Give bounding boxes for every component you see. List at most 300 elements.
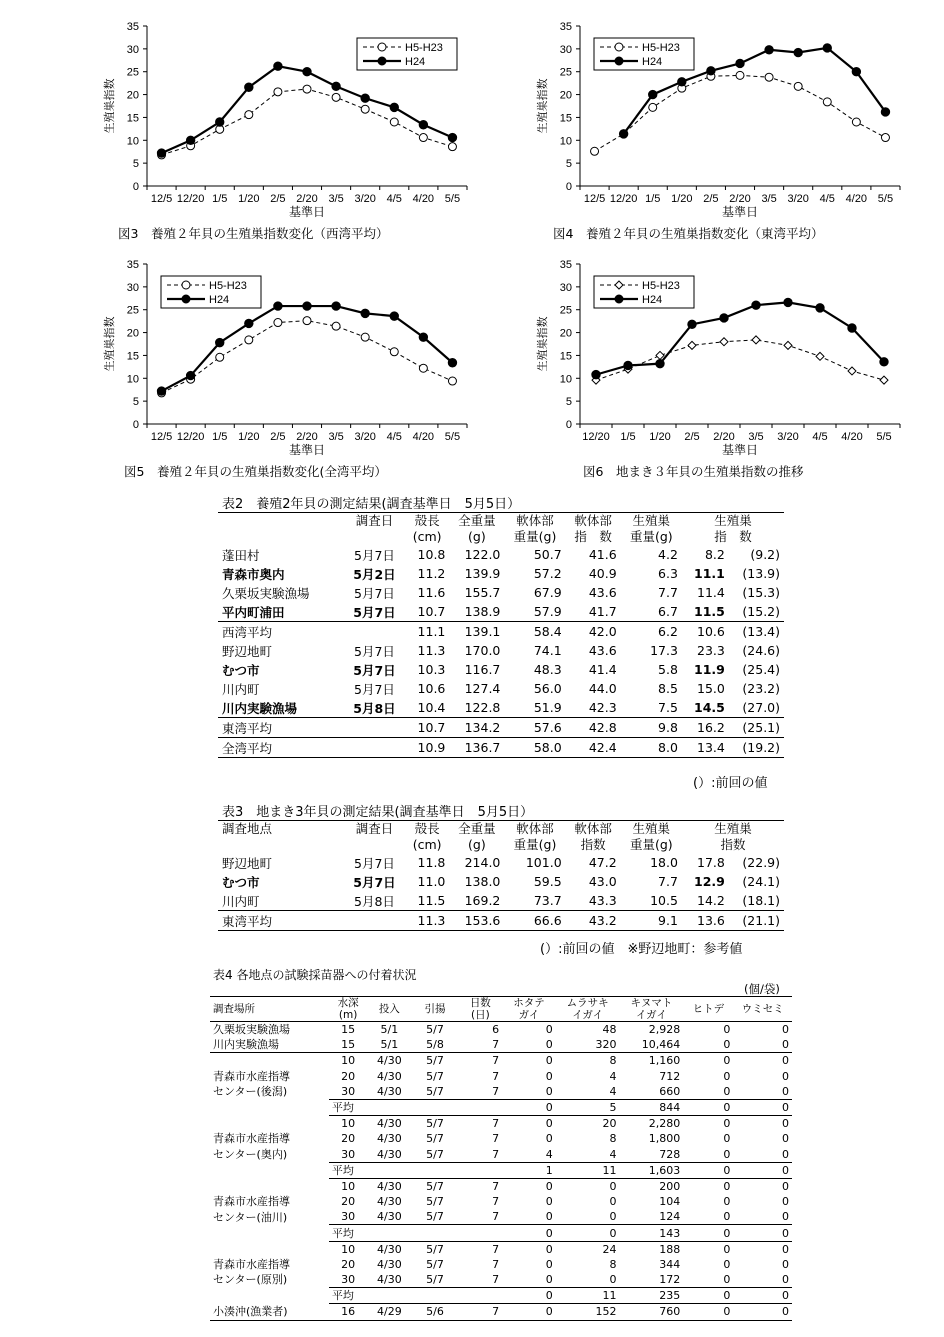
x-tick-label: 4/5 — [386, 193, 402, 205]
table3-cell-soft-weight: 101.0 — [525, 855, 562, 870]
table3-header-soft-unit: 重量(g) — [513, 837, 557, 852]
table4-row — [210, 1069, 792, 1084]
table2-cell-soft-index: 40.9 — [588, 566, 617, 581]
table4-cell-days: 7 — [459, 1304, 503, 1320]
legend-marker — [615, 57, 623, 65]
data-point — [419, 364, 427, 372]
table4-cell-umisemi: 0 — [782, 1273, 789, 1287]
table2-cell-gonad-index: 11.9 — [694, 662, 725, 677]
table2-cell-soft-index: 41.4 — [588, 662, 617, 677]
table2-cell-previous-value: (15.2) — [742, 604, 780, 619]
table2-row — [218, 641, 784, 660]
table4-cell-kinuta: 1,603 — [620, 1162, 684, 1178]
data-point — [332, 302, 340, 310]
table4-cell-hitode: 0 — [683, 1162, 733, 1178]
y-tick-label: 10 — [126, 135, 139, 148]
table2-cell-gonad-weight: 7.5 — [658, 700, 678, 715]
data-point — [448, 359, 456, 367]
table4-cell-murasaki: 8 — [609, 1054, 617, 1068]
data-point — [157, 387, 165, 395]
data-point — [245, 83, 253, 91]
table2-cell-gonad-weight: 7.7 — [658, 585, 678, 600]
table4-title: 表4 各地点の試験採苗器への付着状況 — [213, 968, 417, 982]
table2-cell-place: 青森市奥内 — [222, 566, 285, 582]
chart-fig3-caption: 図3 養殖２年貝の生殖巣指数変化（西湾平均） — [118, 226, 389, 241]
table3-cell-soft-weight: 66.6 — [504, 911, 565, 931]
y-tick-label: 20 — [126, 327, 139, 340]
table3-cell-gonad-index: 14.2 — [697, 893, 725, 908]
y-tick-label: 25 — [559, 304, 572, 317]
data-point — [784, 298, 792, 306]
table3-cell-gonad-weight: 10.5 — [650, 893, 678, 908]
table4-cell-place: 青森市水産指導 — [213, 1257, 290, 1271]
table4-cell-kinuta: 235 — [620, 1288, 684, 1304]
table4-cell-place: センター(油川) — [213, 1210, 288, 1224]
table4-header-hitode: ヒトデ — [683, 997, 733, 1022]
chart-fig4-caption: 図4 養殖２年貝の生殖巣指数変化（東湾平均） — [553, 226, 824, 241]
table2-cell-place: 全湾平均 — [218, 738, 344, 758]
x-tick-label: 4/20 — [412, 431, 435, 443]
table2-cell-gonad-index: 15.0 — [697, 681, 725, 696]
table3-header-place: 調査地点 — [222, 821, 273, 836]
y-tick-label: 15 — [126, 350, 139, 363]
table4-cell-kinuta: 344 — [659, 1257, 681, 1271]
table4-cell-put: 4/30 — [377, 1257, 402, 1271]
data-point — [274, 62, 282, 70]
data-point — [765, 46, 773, 54]
table3-header-length: 殻長 — [414, 821, 440, 836]
table2-cell-total-weight: 155.7 — [464, 585, 501, 600]
table4-cell-days: 6 — [492, 1023, 500, 1037]
data-point — [649, 103, 657, 111]
x-tick-label: 12/20 — [176, 431, 205, 443]
table4-cell-murasaki: 0 — [556, 1225, 620, 1241]
x-axis-label: 基準日 — [288, 443, 326, 457]
table4-cell-put: 4/30 — [377, 1132, 402, 1146]
table4-cell-umisemi: 0 — [782, 1132, 789, 1146]
table4-cell-pull: 5/7 — [426, 1210, 444, 1224]
table4-cell-kinuta: 188 — [659, 1242, 681, 1256]
data-point — [784, 341, 792, 349]
table4-cell-place: センター(原別) — [213, 1273, 288, 1287]
legend-label: H24 — [642, 294, 663, 306]
table4-cell-depth: 平均 — [329, 1225, 367, 1241]
table3-note: (）:前回の値 ※野辺地町：参考値 — [540, 942, 743, 957]
data-point — [823, 44, 831, 52]
table4-row — [210, 1084, 792, 1100]
y-tick-label: 25 — [559, 66, 572, 79]
data-point — [216, 118, 224, 126]
data-point — [688, 341, 696, 349]
x-tick-label: 12/5 — [150, 431, 173, 443]
table3-row — [218, 872, 784, 891]
table4-cell-pull: 5/7 — [426, 1257, 444, 1271]
data-point — [448, 377, 456, 385]
table3-header-gonidx-2: 指数 — [720, 837, 746, 852]
legend-marker — [378, 57, 386, 65]
series-line-H5-H23 — [162, 321, 453, 393]
table4-row — [210, 1209, 792, 1225]
data-point — [332, 322, 340, 330]
table4-cell-put: 4/30 — [377, 1179, 402, 1193]
table2-cell-place: 東湾平均 — [218, 718, 344, 738]
table4-cell-hitode: 0 — [723, 1054, 731, 1068]
table2-cell-previous-value: (13.9) — [742, 566, 780, 581]
table4-cell-murasaki: 24 — [602, 1242, 617, 1256]
y-tick-label: 25 — [126, 304, 139, 317]
data-point — [852, 118, 860, 126]
table2-row — [218, 660, 784, 679]
data-point — [794, 82, 802, 90]
x-tick-label: 4/5 — [386, 431, 402, 443]
table4-cell-umisemi: 0 — [733, 1099, 792, 1115]
chart-fig6-caption: 図6 地まき３年貝の生殖巣指数の推移 — [583, 464, 804, 479]
table2-cell-gonad-index: 23.3 — [697, 643, 725, 658]
table4-cell-kinuta: 172 — [659, 1273, 681, 1287]
table4-cell-depth: 15 — [341, 1023, 356, 1037]
table4-cell-hotate: 0 — [545, 1023, 553, 1037]
table3-cell-length: 11.5 — [417, 893, 446, 908]
table3-cell-length: 11.8 — [417, 855, 446, 870]
table4-row — [210, 1162, 792, 1178]
table4-cell-hotate: 0 — [502, 1099, 556, 1115]
x-tick-label: 1/20 — [671, 193, 693, 205]
series-line-H24 — [162, 66, 453, 153]
table2-cell-place: 西湾平均 — [218, 622, 344, 642]
data-point — [448, 143, 456, 151]
table4-cell-depth: 15 — [329, 1037, 367, 1053]
table4-row — [210, 1257, 792, 1272]
data-point — [720, 314, 728, 322]
x-tick-label: 2/5 — [684, 431, 700, 443]
legend-marker — [378, 43, 386, 51]
table4-cell-pull — [411, 1288, 458, 1304]
table3-title: 表3 地まき3年貝の測定結果(調査基準日 5月5日） — [222, 805, 534, 820]
table4-cell-hotate: 0 — [545, 1054, 553, 1068]
table4-cell-put: 4/30 — [377, 1242, 402, 1256]
x-tick-label: 1/20 — [649, 431, 671, 443]
table4-cell-kinuta: 2,928 — [648, 1023, 681, 1037]
table4-cell-hitode: 0 — [683, 1037, 733, 1053]
x-tick-label: 2/5 — [703, 193, 719, 205]
table3-cell-soft-index: 47.2 — [588, 855, 617, 870]
table2 — [218, 512, 784, 758]
y-tick-label: 25 — [126, 66, 139, 79]
data-point — [649, 90, 657, 98]
data-point — [848, 324, 856, 332]
table3-header-date: 調査日 — [355, 821, 394, 836]
table4-cell-depth: 10 — [341, 1242, 356, 1256]
table4-cell-hitode: 0 — [723, 1210, 731, 1224]
y-tick-label: 35 — [126, 259, 139, 271]
y-tick-label: 5 — [565, 396, 572, 409]
table4-cell-days: 7 — [492, 1195, 500, 1209]
data-point — [448, 133, 456, 141]
data-point — [688, 320, 696, 328]
table2-row — [218, 564, 784, 583]
table3-header-length-unit: (cm) — [412, 837, 442, 852]
table4-row — [210, 1116, 792, 1132]
table4-cell-murasaki: 320 — [556, 1037, 620, 1053]
table4-cell-murasaki: 0 — [609, 1273, 617, 1287]
table4-cell-hotate: 0 — [502, 1225, 556, 1241]
table2-header-softidx-2: 指 数 — [574, 529, 612, 544]
table2-header-length: 殻長 — [414, 513, 440, 528]
table4-cell-umisemi: 0 — [782, 1147, 789, 1161]
table4-cell-days: 7 — [492, 1179, 500, 1193]
table3-cell-gonad-index: 13.6 — [682, 911, 729, 931]
data-point — [361, 105, 369, 113]
series-line-H24 — [596, 302, 884, 374]
table3-cell-previous-value: (22.9) — [742, 855, 780, 870]
table4-cell-umisemi: 0 — [782, 1117, 789, 1131]
table2-header-length-unit: (cm) — [412, 529, 442, 544]
table4-cell-umisemi: 0 — [733, 1037, 792, 1053]
table2-cell-gonad-index: 11.5 — [694, 604, 725, 619]
x-tick-label: 2/20 — [729, 193, 751, 205]
y-tick-label: 5 — [132, 158, 139, 171]
table2-cell-soft-weight: 50.7 — [533, 547, 562, 562]
table4-row — [210, 1241, 792, 1257]
legend-label: H24 — [642, 56, 663, 68]
table4-row — [210, 1022, 792, 1038]
table4-cell-place: 小湊沖(漁業者) — [210, 1304, 329, 1320]
table2-cell-length: 10.4 — [417, 700, 446, 715]
table2-row — [218, 718, 784, 738]
table4-cell-put: 4/30 — [377, 1273, 402, 1287]
table4-row — [210, 1178, 792, 1194]
table4-cell-days: 7 — [492, 1054, 500, 1068]
table4-cell-pull: 5/7 — [426, 1273, 444, 1287]
y-axis-label: 生殖巣指数 — [536, 78, 549, 134]
table2-cell-previous-value: (25.4) — [742, 662, 780, 677]
x-tick-label: 1/20 — [238, 193, 260, 205]
table2-cell-soft-index: 42.8 — [566, 718, 621, 738]
table4-cell-murasaki: 4 — [609, 1147, 617, 1161]
table4-cell-kinuta: 10,464 — [620, 1037, 684, 1053]
table4-cell-days — [459, 1099, 503, 1115]
table4-cell-umisemi: 0 — [733, 1225, 792, 1241]
table4-cell-hitode: 0 — [683, 1288, 733, 1304]
table4-cell-place — [210, 1241, 329, 1257]
table4-cell-depth: 平均 — [329, 1162, 367, 1178]
table4-cell-pull — [411, 1162, 458, 1178]
table2-header-total: 全重量 — [458, 513, 496, 528]
table4-cell-hotate: 0 — [545, 1179, 553, 1193]
table2-cell-gonad-weight: 4.2 — [658, 547, 678, 562]
table2-header-row — [218, 513, 784, 546]
table4-cell-hitode: 0 — [723, 1084, 731, 1098]
data-point — [216, 353, 224, 361]
table4-cell-umisemi: 0 — [782, 1210, 789, 1224]
data-point — [592, 370, 600, 378]
table4-unit: (個/袋) — [744, 982, 780, 996]
data-point — [157, 149, 165, 157]
data-point — [274, 88, 282, 96]
table2-cell-soft-index: 42.0 — [566, 622, 621, 642]
table4-cell-put: 4/30 — [377, 1054, 402, 1068]
table3-cell-soft-index: 43.3 — [588, 893, 617, 908]
table4-cell-hotate: 4 — [545, 1147, 553, 1161]
table4-row — [210, 1037, 792, 1053]
table3 — [218, 820, 784, 931]
table4-row — [210, 1053, 792, 1069]
table2-row — [218, 738, 784, 758]
table2-cell-date — [344, 622, 405, 642]
table4-cell-umisemi: 0 — [782, 1054, 789, 1068]
table4-cell-hitode: 0 — [723, 1132, 731, 1146]
table2-header-soft-unit: 重量(g) — [513, 529, 557, 544]
table3-header-gonidx: 生殖巣 — [714, 821, 752, 836]
data-point — [736, 71, 744, 79]
table4-cell-murasaki: 0 — [609, 1179, 617, 1193]
table3-cell-previous-value: (24.1) — [742, 874, 780, 889]
table2-header-softidx: 軟体部 — [574, 513, 612, 528]
table2-cell-total-weight: 127.4 — [464, 681, 501, 696]
table4-cell-pull: 5/6 — [411, 1304, 458, 1320]
table4-cell-days: 7 — [492, 1084, 500, 1098]
table2-cell-previous-value: (15.3) — [742, 585, 780, 600]
y-tick-label: 20 — [559, 327, 572, 340]
data-point — [707, 67, 715, 75]
table4-cell-place: センター(後潟) — [213, 1085, 288, 1099]
data-point — [794, 48, 802, 56]
table4-cell-kinuta: 124 — [659, 1210, 681, 1224]
table4-cell-hotate: 0 — [545, 1117, 553, 1131]
y-tick-label: 30 — [126, 281, 139, 294]
table4-cell-put: 4/30 — [377, 1069, 402, 1083]
table2-cell-date: 5月7日 — [353, 604, 396, 620]
table4-row — [210, 1225, 792, 1241]
table2-cell-previous-value: (23.2) — [742, 681, 780, 696]
table2-cell-length: 11.3 — [417, 643, 446, 658]
data-point — [624, 361, 632, 369]
y-tick-label: 30 — [559, 281, 572, 294]
legend-marker — [182, 295, 190, 303]
table2-row — [218, 698, 784, 718]
table2-cell-length: 10.9 — [405, 738, 449, 758]
table4-cell-depth: 30 — [341, 1084, 356, 1098]
table4-cell-place: センター(奥内) — [213, 1147, 288, 1161]
table2-cell-total-weight: 122.8 — [464, 700, 501, 715]
table4-cell-murasaki: 152 — [556, 1304, 620, 1320]
table3-cell-place: 東湾平均 — [218, 911, 344, 931]
data-point — [419, 121, 427, 129]
data-point — [720, 338, 728, 346]
table4-cell-murasaki: 0 — [609, 1195, 617, 1209]
table4-cell-murasaki: 0 — [609, 1210, 617, 1224]
table4-cell-umisemi: 0 — [782, 1195, 789, 1209]
table4-cell-place: 青森市水産指導 — [213, 1195, 290, 1209]
table4-cell-place — [210, 1162, 329, 1178]
table4-cell-depth: 10 — [341, 1117, 356, 1131]
table4-cell-pull: 5/7 — [426, 1054, 444, 1068]
table3-row — [218, 911, 784, 931]
data-point — [245, 336, 253, 344]
table2-header-gonidx-2: 指 数 — [714, 529, 752, 544]
data-point — [848, 367, 856, 375]
data-point — [816, 352, 824, 360]
table2-cell-previous-value: (25.1) — [729, 718, 784, 738]
table4-cell-days: 7 — [492, 1242, 500, 1256]
table3-header-gonad: 生殖巣 — [632, 821, 671, 836]
table4-cell-hotate: 0 — [545, 1257, 553, 1271]
table4-cell-put: 4/30 — [377, 1117, 402, 1131]
y-tick-label: 10 — [126, 373, 139, 386]
table4-header-days: 日数 (日) — [459, 997, 503, 1022]
legend-marker — [615, 43, 623, 51]
x-tick-label: 2/20 — [296, 431, 318, 443]
table2-cell-length: 10.3 — [417, 662, 446, 677]
chart-fig5-caption: 図5 養殖２年貝の生殖巣指数変化(全湾平均） — [124, 464, 387, 479]
table2-cell-soft-weight: 57.6 — [504, 718, 565, 738]
table4-row — [210, 1099, 792, 1115]
series-line-H5-H23 — [596, 340, 884, 380]
table2-cell-gonad-weight: 6.7 — [658, 604, 678, 619]
table4-header-murasaki: ムラサキ イガイ — [556, 997, 620, 1022]
table2-cell-soft-weight: 56.0 — [533, 681, 562, 696]
x-tick-label: 4/20 — [841, 431, 863, 443]
table2-cell-total-weight: 136.7 — [449, 738, 504, 758]
table4-header-umisemi: ウミセミ — [733, 997, 792, 1022]
table4-cell-put — [367, 1288, 411, 1304]
x-tick-label: 1/5 — [645, 193, 661, 205]
data-point — [656, 351, 664, 359]
table4-cell-place — [210, 1178, 329, 1194]
table3-cell-place: 野辺地町 — [222, 855, 273, 871]
table4-cell-kinuta: 200 — [659, 1179, 681, 1193]
x-tick-label: 3/5 — [328, 193, 344, 205]
table4-cell-place: 久栗坂実験漁場 — [213, 1023, 290, 1037]
y-tick-label: 20 — [559, 89, 572, 102]
y-tick-label: 15 — [126, 112, 139, 125]
table4-cell-kinuta: 1,160 — [648, 1054, 681, 1068]
table4-cell-days: 7 — [492, 1132, 500, 1146]
table2-cell-soft-weight: 57.9 — [533, 604, 562, 619]
y-tick-label: 35 — [559, 259, 572, 271]
table2-cell-total-weight: 138.9 — [464, 604, 501, 619]
table4-cell-umisemi: 0 — [782, 1257, 789, 1271]
table4-cell-hotate: 0 — [545, 1273, 553, 1287]
table2-cell-place: 野辺地町 — [222, 643, 273, 659]
table2-cell-gonad-index: 10.6 — [682, 622, 729, 642]
table4-cell-pull — [411, 1225, 458, 1241]
table3-cell-place: むつ市 — [222, 874, 260, 890]
x-tick-label: 12/20 — [609, 193, 638, 205]
data-point — [619, 130, 627, 138]
table3-cell-previous-value: (18.1) — [742, 893, 780, 908]
table4-header-depth: 水深 (m) — [329, 997, 367, 1022]
x-tick-label: 4/5 — [819, 193, 835, 205]
x-tick-label: 3/20 — [354, 431, 376, 443]
table2-cell-soft-weight: 51.9 — [533, 700, 562, 715]
table4-cell-hotate: 0 — [545, 1242, 553, 1256]
data-point — [361, 333, 369, 341]
table4-cell-put: 5/1 — [380, 1023, 399, 1037]
table2-cell-previous-value: (13.4) — [729, 622, 784, 642]
table2-cell-soft-index: 44.0 — [588, 681, 617, 696]
x-tick-label: 12/5 — [150, 193, 173, 205]
table4-row — [210, 1272, 792, 1288]
table4-cell-place — [210, 1225, 329, 1241]
data-point — [390, 103, 398, 111]
table4-cell-depth: 30 — [341, 1273, 356, 1287]
data-point — [880, 358, 888, 366]
table2-header-date: 調査日 — [344, 513, 405, 546]
x-tick-label: 2/5 — [270, 431, 286, 443]
table2-cell-gonad-weight: 5.8 — [658, 662, 678, 677]
data-point — [765, 73, 773, 81]
